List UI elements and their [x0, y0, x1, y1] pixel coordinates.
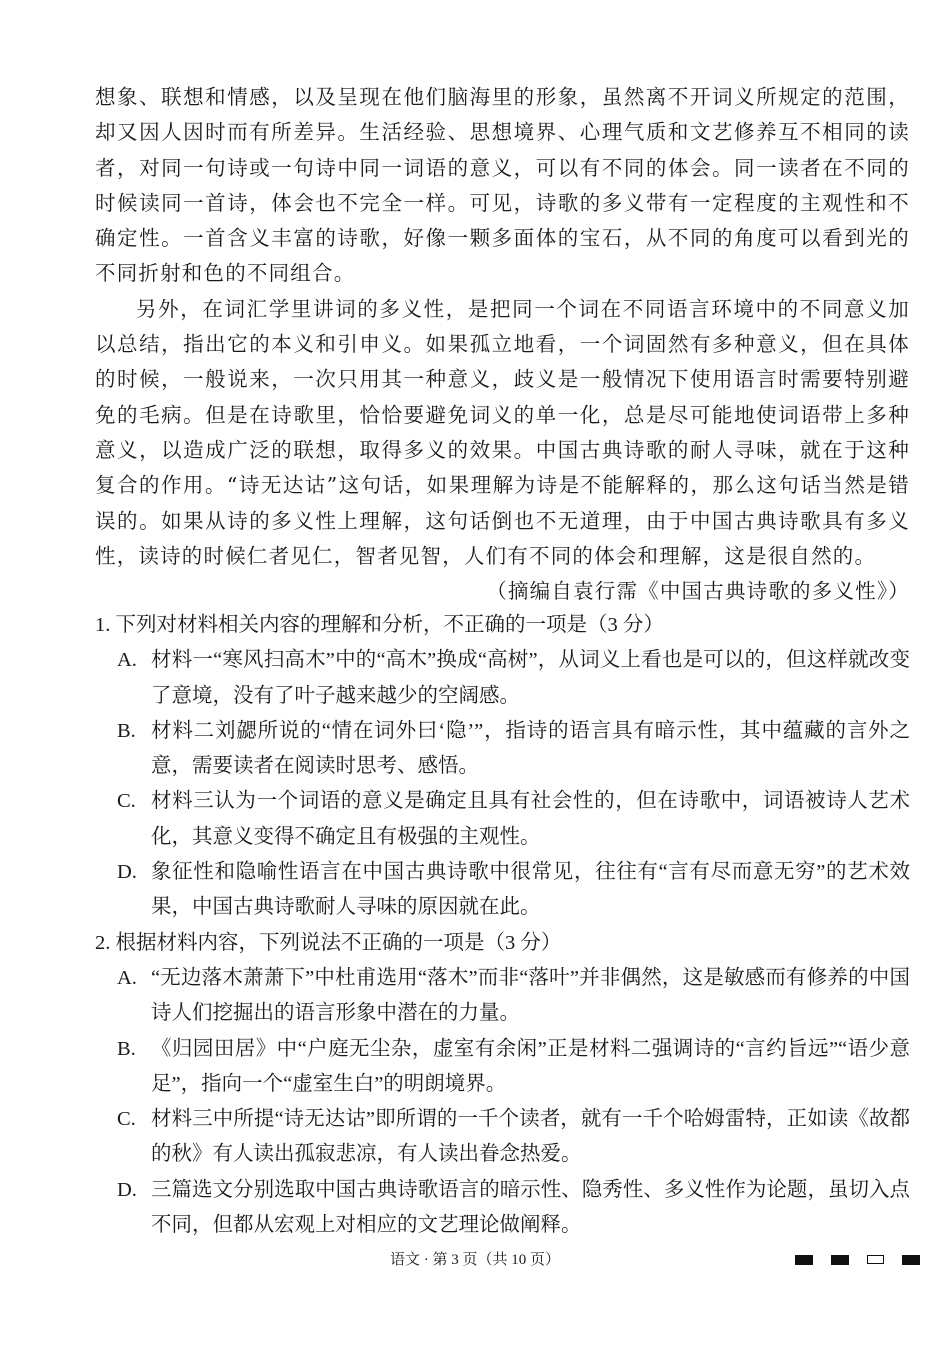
- option-text: 三篇选文分别选取中国古典诗歌语言的暗示性、隐秀性、多义性作为论题，虽切入点不同，但都从宏观上对相应的文艺理论做阐释。: [151, 1178, 910, 1237]
- option-a: [95, 643, 910, 714]
- question-section: [95, 608, 910, 1243]
- option-letter: B.: [117, 719, 136, 742]
- passage-source-citation: （摘编自袁行霈《中国古典诗歌的多义性》）: [486, 579, 910, 604]
- option-letter: A.: [117, 649, 137, 672]
- question-1: [95, 608, 910, 926]
- option-letter: C.: [117, 790, 136, 813]
- option-letter: C.: [117, 1108, 136, 1131]
- option-text: 材料三认为一个词语的意义是确定且具有社会性的，但在诗歌中，词语被诗人艺术化，其意义变得不确定且有极强的主观性。: [151, 790, 910, 848]
- option-c: [95, 1102, 910, 1173]
- option-a: [95, 961, 910, 1032]
- filled-square-icon: [795, 1255, 813, 1265]
- question-stem: 1. 下列对材料相关内容的理解和分析，不正确的一项是（3 分）: [95, 614, 664, 636]
- filled-square-icon: [902, 1255, 920, 1265]
- filled-square-icon: [831, 1255, 849, 1265]
- option-text: 材料三中所提“诗无达诂”即所谓的一千个读者，就有一千个哈姆雷特，正如读《故都的秋》有人读出孤寂悲凉，有人读出眷念热爱。: [151, 1108, 910, 1166]
- option-d: [95, 1173, 910, 1244]
- option-letter: D.: [117, 861, 137, 884]
- option-d: [95, 855, 910, 926]
- option-b: [95, 1032, 910, 1103]
- option-b: [95, 714, 910, 785]
- passage-paragraph-2: 另外，在词汇学里讲词的多义性，是把同一个词在不同语言环境中的不同意义加以总结，指出它的本义和引申义。如果孤立地看，一个词固然有多种意义，但在具体的时候，一般说来，一次只用其一种意义，歧义是一般情况下使用语言时需要特别避免的毛病。但是在诗歌里，恰恰要避免词义的单一化，总是尽可能地使词语带上多种意义，以造成广泛的联想，取得多义的效果。中国古典诗歌的耐人寻味，就在于这种复合的作用。“诗无达诂”这句话，如果理解为诗是不能解释的，那么这句话当然是错误的。如果从诗的多义性上理解，这句话倒也不无道理，由于中国古典诗歌具有多义性，读诗的时候仁者见仁，智者见智，人们有不同的体会和理解，这是很自然的。: [95, 296, 910, 568]
- option-text: “无边落木萧萧下”中杜甫选用“落木”而非“落叶”并非偶然，这是敏感而有修养的中国诗人们挖掘出的语言形象中潜在的力量。: [151, 966, 910, 1025]
- option-text: 材料二刘勰所说的“情在词外曰‘隐’”，指诗的语言具有暗示性，其中蕴藏的言外之意，需要读者在阅读时思考、感悟。: [151, 719, 910, 778]
- reading-passage: [95, 80, 910, 609]
- option-text: 象征性和隐喻性语言在中国古典诗歌中很常见，往往有“言有尽而意无穷”的艺术效果，中国古典诗歌耐人寻味的原因就在此。: [151, 861, 910, 919]
- option-text: 《归园田居》中“户庭无尘杂，虚室有余闲”正是材料二强调诗的“言约旨远”“语少意足”，指向一个“虚室生白”的明朗境界。: [151, 1037, 910, 1095]
- passage-paragraph-1: 想象、联想和情感，以及呈现在他们脑海里的形象，虽然离不开词义所规定的范围，却又因人因时而有所差异。生活经验、思想境界、心理气质和文艺修养互不相同的读者，对同一句诗或一句诗中同一词语的意义，可以有不同的体会。同一读者在不同的时候读同一首诗，体会也不完全一样。可见，诗歌的多义带有一定程度的主观性和不确定性。一首含义丰富的诗歌，好像一颗多面体的宝石，从不同的角度可以看到光的不同折射和色的不同组合。: [95, 85, 910, 286]
- option-c: [95, 784, 910, 855]
- question-stem: 2. 根据材料内容，下列说法不正确的一项是（3 分）: [95, 931, 562, 954]
- option-letter: B.: [117, 1037, 136, 1060]
- scan-registration-marks: [795, 1255, 920, 1265]
- hollow-square-icon: [867, 1255, 884, 1264]
- option-letter: D.: [117, 1178, 137, 1201]
- option-text: 材料一“寒风扫高木”中的“高木”换成“高树”，从词义上看也是可以的，但这样就改变了意境，没有了叶子越来越少的空阔感。: [151, 649, 910, 707]
- page-number-label: 语文 · 第 3 页（共 10 页）: [390, 1252, 560, 1268]
- question-2: [95, 926, 910, 1244]
- option-letter: A.: [117, 966, 137, 989]
